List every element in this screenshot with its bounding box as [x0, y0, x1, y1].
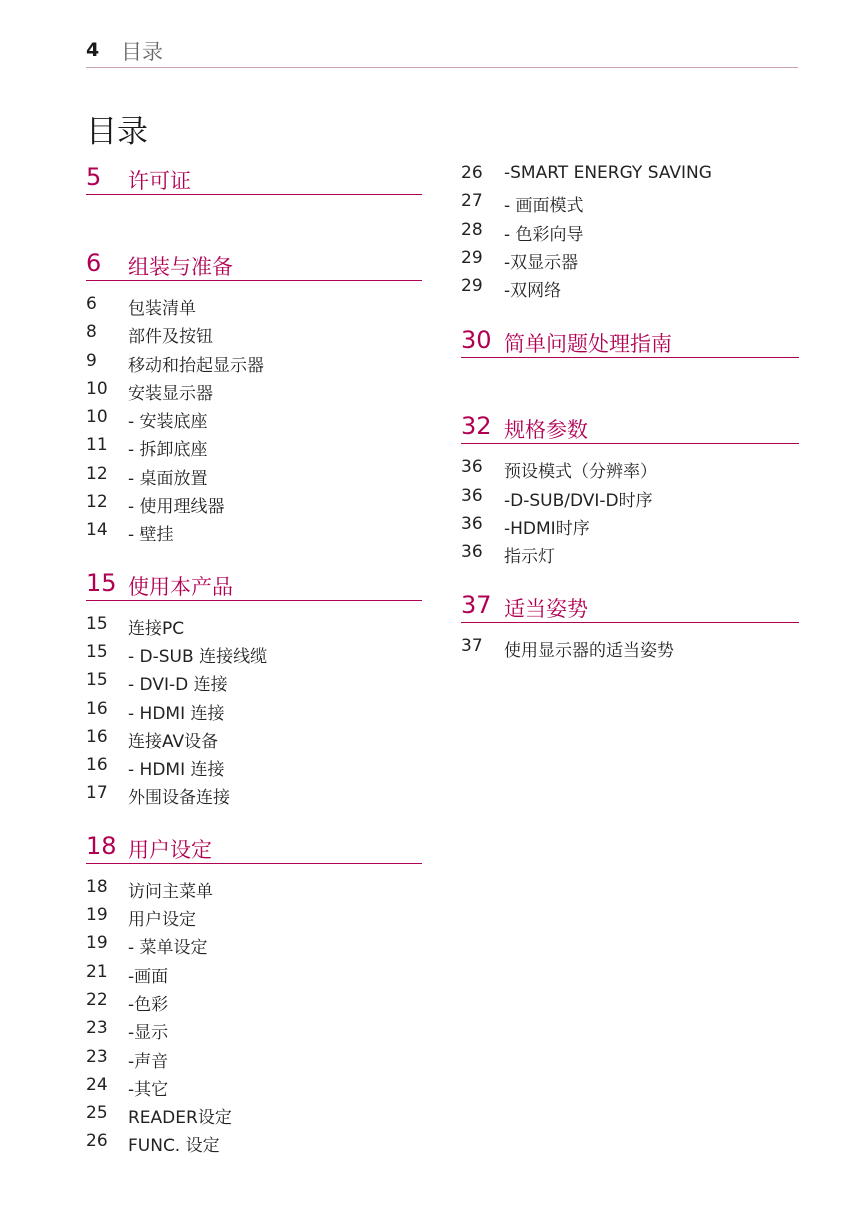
toc-entry[interactable]: [86, 902, 422, 930]
entry-text: 安装显示器: [128, 383, 213, 404]
entry-page: 22: [86, 989, 108, 1010]
section-heading[interactable]: [461, 323, 799, 358]
toc-entry[interactable]: [461, 511, 799, 539]
section-title: 用户设定: [128, 837, 212, 862]
entry-page: 10: [86, 378, 108, 399]
toc-entry[interactable]: [86, 987, 422, 1015]
section-heading[interactable]: [86, 160, 422, 195]
entry-page: 11: [86, 435, 108, 456]
section-title: 许可证: [128, 169, 191, 193]
toc-entry[interactable]: [86, 461, 422, 489]
toc-entry[interactable]: [86, 724, 422, 752]
toc-entry[interactable]: [86, 432, 422, 460]
entry-text: 移动和抬起显示器: [128, 355, 264, 376]
entry-text: -双网络: [504, 281, 562, 302]
entry-page: 29: [461, 276, 483, 297]
toc-entry[interactable]: [86, 874, 422, 902]
entry-text: - HDMI 连接: [128, 703, 225, 724]
entry-text: - 色彩向导: [504, 224, 584, 245]
entry-page: 9: [86, 350, 97, 371]
entry-text: -D-SUB/DVI-D时序: [504, 490, 653, 511]
section-title: 适当姿势: [504, 596, 588, 621]
entry-text: - DVI-D 连接: [128, 675, 228, 696]
toc-entry[interactable]: [461, 483, 799, 511]
entry-page: 36: [461, 514, 483, 535]
entry-list: [86, 611, 422, 809]
toc-left-column: [86, 160, 422, 1157]
entry-text: READER设定: [128, 1108, 232, 1129]
toc-section: [86, 829, 422, 1157]
toc-entry[interactable]: [86, 1100, 422, 1128]
toc-section: [461, 323, 799, 389]
toc-entry[interactable]: [461, 188, 799, 216]
section-heading[interactable]: [86, 566, 422, 601]
toc-entry[interactable]: [86, 376, 422, 404]
toc-section: [86, 566, 422, 809]
toc-entry[interactable]: [86, 489, 422, 517]
entry-text: 包装清单: [128, 299, 196, 319]
entry-text: 部件及按钮: [128, 327, 213, 348]
toc-right-column: [461, 160, 799, 661]
entry-text: 指示灯: [504, 547, 555, 568]
toc-entry[interactable]: [86, 348, 422, 376]
toc-entry[interactable]: [86, 752, 422, 780]
section-title: 简单问题处理指南: [504, 332, 672, 357]
section-number: 15: [86, 568, 117, 597]
entry-page: 25: [86, 1103, 108, 1124]
entry-page: 15: [86, 670, 108, 691]
entry-text: - 菜单设定: [128, 938, 208, 959]
continued-entries: [461, 160, 799, 301]
section-title: 组装与准备: [128, 255, 233, 279]
entry-text: 连接PC: [128, 618, 185, 639]
section-number: 5: [86, 163, 102, 191]
toc-entry[interactable]: [461, 454, 799, 482]
right-sections: [461, 301, 799, 660]
entry-text: - HDMI 连接: [128, 760, 225, 781]
entry-page: 19: [86, 933, 108, 954]
toc-entry[interactable]: [86, 959, 422, 987]
entry-page: 16: [86, 698, 108, 719]
entry-text: 连接AV设备: [128, 731, 219, 752]
entry-page: 24: [86, 1074, 108, 1095]
entry-page: 10: [86, 407, 108, 428]
entry-text: 用户设定: [128, 910, 196, 931]
entry-page: 14: [86, 520, 108, 541]
toc-entry[interactable]: [86, 1015, 422, 1043]
entry-page: 26: [86, 1131, 108, 1152]
entry-text: -HDMI时序: [504, 519, 590, 540]
entry-text: -画面: [128, 966, 169, 987]
entry-page: 21: [86, 961, 108, 982]
toc-entry[interactable]: [461, 633, 799, 661]
toc-entry[interactable]: [461, 160, 799, 188]
entry-list: [86, 874, 422, 1157]
entry-text: 预设模式（分辨率）: [504, 462, 657, 483]
entry-text: 访问主菜单: [128, 881, 213, 902]
toc-entry[interactable]: [86, 611, 422, 639]
entry-page: 17: [86, 783, 108, 804]
section-heading[interactable]: [461, 588, 799, 623]
section-number: 30: [461, 326, 492, 355]
entry-text: -双显示器: [504, 252, 579, 273]
entry-list: [461, 633, 799, 661]
toc-section: [461, 409, 799, 567]
entry-page: 19: [86, 905, 108, 926]
entry-text: - 桌面放置: [128, 468, 208, 489]
entry-page: 15: [86, 641, 108, 662]
entry-text: -SMART ENERGY SAVING: [504, 163, 712, 183]
entry-page: 16: [86, 726, 108, 747]
section-heading[interactable]: [86, 246, 422, 281]
entry-text: - 拆卸底座: [128, 440, 208, 461]
entry-list: [86, 291, 422, 546]
entry-page: 12: [86, 463, 108, 484]
entry-text: - 安装底座: [128, 412, 208, 433]
entry-page: 12: [86, 492, 108, 513]
entry-page: 6: [86, 294, 97, 314]
toc-entry[interactable]: [86, 404, 422, 432]
doc-title: 目录: [86, 114, 148, 150]
section-heading[interactable]: [86, 829, 422, 864]
toc-entry[interactable]: [86, 1044, 422, 1072]
toc-entry[interactable]: [86, 780, 422, 808]
toc-entry[interactable]: [86, 291, 422, 319]
entry-page: 15: [86, 613, 108, 634]
entry-text: -色彩: [128, 994, 169, 1015]
toc-entry[interactable]: [86, 319, 422, 347]
entry-text: 使用显示器的适当姿势: [504, 640, 674, 661]
entry-page: 36: [461, 457, 483, 478]
toc-entry[interactable]: [86, 1128, 422, 1156]
entry-page: 29: [461, 247, 483, 268]
page-number: 4: [86, 39, 100, 61]
toc-section: [86, 246, 422, 546]
entry-page: 36: [461, 542, 483, 563]
entry-page: 26: [461, 163, 483, 183]
toc-entry[interactable]: [461, 273, 799, 301]
section-number: 18: [86, 831, 117, 860]
entry-text: -声音: [128, 1051, 169, 1072]
section-title: 规格参数: [504, 418, 588, 443]
toc-entry[interactable]: [86, 1072, 422, 1100]
toc-entry[interactable]: [461, 245, 799, 273]
toc-entry[interactable]: [461, 217, 799, 245]
section-number: 37: [461, 590, 492, 619]
section-heading[interactable]: [461, 409, 799, 444]
entry-text: FUNC. 设定: [128, 1136, 220, 1157]
entry-text: - 使用理线器: [128, 497, 225, 518]
section-title: 使用本产品: [128, 574, 233, 599]
toc-entry[interactable]: [86, 517, 422, 545]
entry-page: 8: [86, 322, 97, 343]
toc-entry[interactable]: [86, 667, 422, 695]
toc-entry[interactable]: [461, 539, 799, 567]
entry-page: 23: [86, 1046, 108, 1067]
toc-entry[interactable]: [86, 930, 422, 958]
page-header: [86, 36, 798, 68]
section-number: 32: [461, 412, 492, 441]
section-number: 6: [86, 249, 102, 277]
toc-entry[interactable]: [86, 639, 422, 667]
entry-page: 36: [461, 485, 483, 506]
entry-page: 16: [86, 755, 108, 776]
entry-text: - 画面模式: [504, 196, 584, 217]
entry-text: -显示: [128, 1023, 169, 1044]
entry-page: 18: [86, 876, 108, 897]
entry-page: 27: [461, 191, 483, 212]
entry-text: -其它: [128, 1079, 169, 1100]
entry-list: [461, 454, 799, 567]
entry-text: - 壁挂: [128, 525, 174, 546]
entry-page: 23: [86, 1018, 108, 1039]
toc-entry[interactable]: [86, 696, 422, 724]
entry-page: 37: [461, 635, 483, 656]
running-title: 目录: [121, 40, 163, 64]
toc-section: [86, 160, 422, 226]
entry-page: 28: [461, 219, 483, 240]
entry-text: 外围设备连接: [128, 788, 230, 809]
entry-text: - D-SUB 连接线缆: [128, 646, 268, 667]
toc-section: [461, 588, 799, 661]
